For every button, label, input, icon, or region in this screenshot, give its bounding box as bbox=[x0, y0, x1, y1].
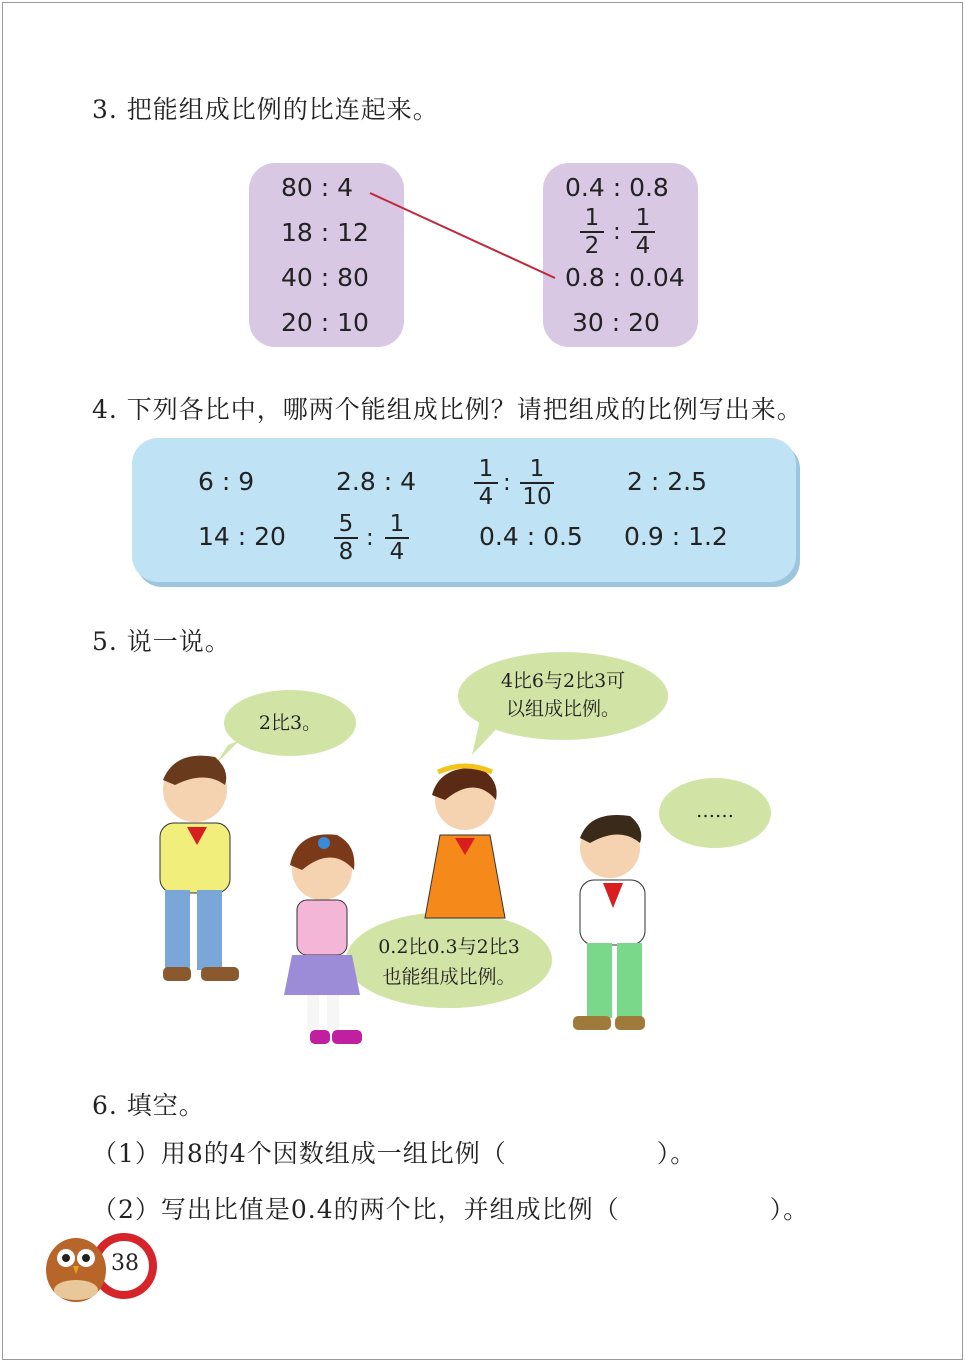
left-ratio-3[interactable]: 40 : 80 bbox=[281, 263, 369, 292]
fraction: $\frac{1}{4}$ bbox=[385, 513, 409, 563]
ratio-0.9-1.2: 0.9 : 1.2 bbox=[624, 522, 728, 551]
right-ratio-1[interactable]: 0.4 : 0.8 bbox=[565, 173, 669, 202]
fraction: $\frac{1}{2}$ bbox=[580, 207, 604, 257]
q6-title: 6. 填空。 bbox=[92, 1091, 205, 1120]
fraction: $\frac{5}{8}$ bbox=[334, 513, 358, 563]
ratio-2.8-4: 2.8 : 4 bbox=[336, 467, 416, 496]
ratio-2-2.5: 2 : 2.5 bbox=[627, 467, 707, 496]
q5-title: 5. 说一说。 bbox=[92, 627, 231, 656]
colon: : bbox=[503, 470, 511, 496]
left-ratio-4[interactable]: 20 : 10 bbox=[281, 308, 369, 337]
ratio-14-20: 14 : 20 bbox=[198, 522, 286, 551]
bubble-text: 以组成比例。 bbox=[505, 698, 620, 720]
girl-pink-shirt-illustration bbox=[262, 825, 382, 1060]
fraction: $\frac{1}{4}$ bbox=[474, 458, 498, 508]
colon: : bbox=[366, 525, 374, 551]
item-prefix: （2）写出比值是0.4的两个比，并组成比例（ bbox=[92, 1195, 620, 1224]
page-number: 38 bbox=[111, 1251, 139, 1276]
q6-item-1 bbox=[92, 1134, 696, 1170]
bubble-text: 2比3。 bbox=[258, 712, 322, 734]
ratio-0.4-0.5: 0.4 : 0.5 bbox=[479, 522, 583, 551]
q6-item-2 bbox=[92, 1190, 809, 1226]
girl-orange-dress-illustration bbox=[400, 760, 525, 920]
item-suffix: ）。 bbox=[769, 1195, 810, 1224]
connecting-line bbox=[0, 0, 965, 400]
boy-yellow-shirt-illustration bbox=[135, 745, 270, 995]
ratio-6-9: 6 : 9 bbox=[198, 467, 255, 496]
bubble-text: 4比6与2比3可 bbox=[500, 670, 626, 692]
colon: : bbox=[613, 219, 621, 245]
bubble-tail bbox=[470, 720, 510, 760]
boy-green-pants-illustration bbox=[545, 808, 685, 1048]
ratios-box bbox=[132, 438, 796, 582]
fraction: $\frac{1}{10}$ bbox=[520, 458, 554, 508]
right-ratio-3[interactable]: 0.8 : 0.04 bbox=[565, 263, 685, 292]
q3-title: 3. 把能组成比例的比连起来。 bbox=[92, 95, 439, 124]
fraction: $\frac{1}{4}$ bbox=[631, 207, 655, 257]
item-suffix: ）。 bbox=[656, 1139, 697, 1168]
left-ratio-2[interactable]: 18 : 12 bbox=[281, 218, 369, 247]
right-ratio-4[interactable]: 30 : 20 bbox=[572, 308, 660, 337]
bubble-text: 也能组成比例。 bbox=[382, 966, 516, 988]
q4-title: 4. 下列各比中，哪两个能组成比例？请把组成的比例写出来。 bbox=[92, 395, 803, 424]
left-ratio-1[interactable]: 80 : 4 bbox=[281, 173, 354, 202]
item-prefix: （1）用8的4个因数组成一组比例（ bbox=[92, 1139, 507, 1168]
bubble-text: …… bbox=[696, 800, 734, 822]
bubble-text: 0.2比0.3与2比3 bbox=[378, 936, 520, 958]
owl-page-badge bbox=[38, 1228, 163, 1308]
